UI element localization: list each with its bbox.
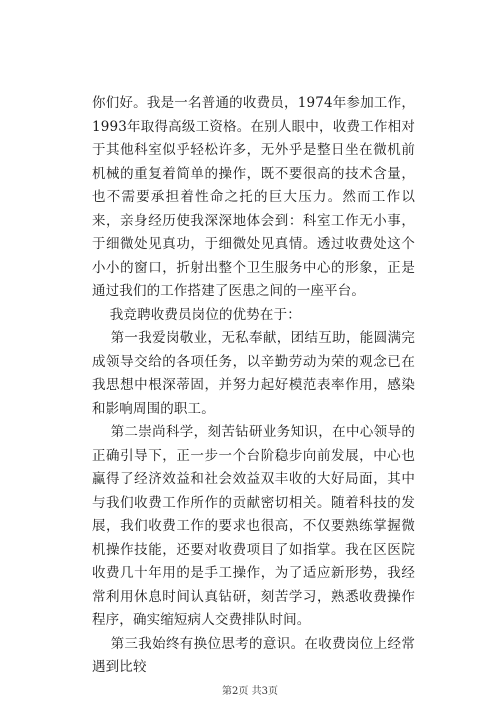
document-body: [92, 92, 415, 680]
paragraph-4: 第二崇尚科学，刻苦钻研业务知识，在中心领导的正确引导下，正一步一个台阶稳步向前发展，中心也赢得了经济效益和社会效益双丰收的大好局面，其中与我们收费工作所作的贡献密切相关。随着科技的发展，我们收费工作的要求也很高，不仅要熟练掌握微机操作技能，还要对收费项目了如指掌。我在区医院收费几十年用的是手工操作，为了适应新形势，我经常利用休息时间认真钻研，刻苦学习，熟悉收费操作程序，确实缩短病人交费排队时间。: [92, 424, 415, 628]
page-number-footer: 第2页 共3页: [222, 686, 278, 697]
paragraph-5: 第三我始终有换位思考的意识。在收费岗位上经常遇到比较: [92, 635, 415, 675]
paragraph-3: 第一我爱岗敬业，无私奉献，团结互助，能圆满完成领导交给的各项任务，以辛勤劳动为荣的观念已在我思想中根深蒂固，并努力起好模范表率作用，感染和影响周围的职工。: [92, 330, 415, 417]
paragraph-1: 你们好。我是一名普通的收费员，1974年参加工作，1993年取得高级工资格。在别人眼中，收费工作相对于其他科室似乎轻松许多，无外乎是整日坐在微机前机械的重复着简单的操作，既不要很高的技术含量，也不需要承担着性命之托的巨大压力。然而工作以来，亲身经历使我深深地体会到：科室工作无小事，于细微处见真功，于细微处见真情。透过收费处这个小小的窗口，折射出整个卫生服务中心的形象，正是通过我们的工作搭建了医患之间的一座平台。: [92, 95, 415, 299]
paragraph-2: 我竞聘收费员岗位的优势在于：: [92, 306, 301, 323]
